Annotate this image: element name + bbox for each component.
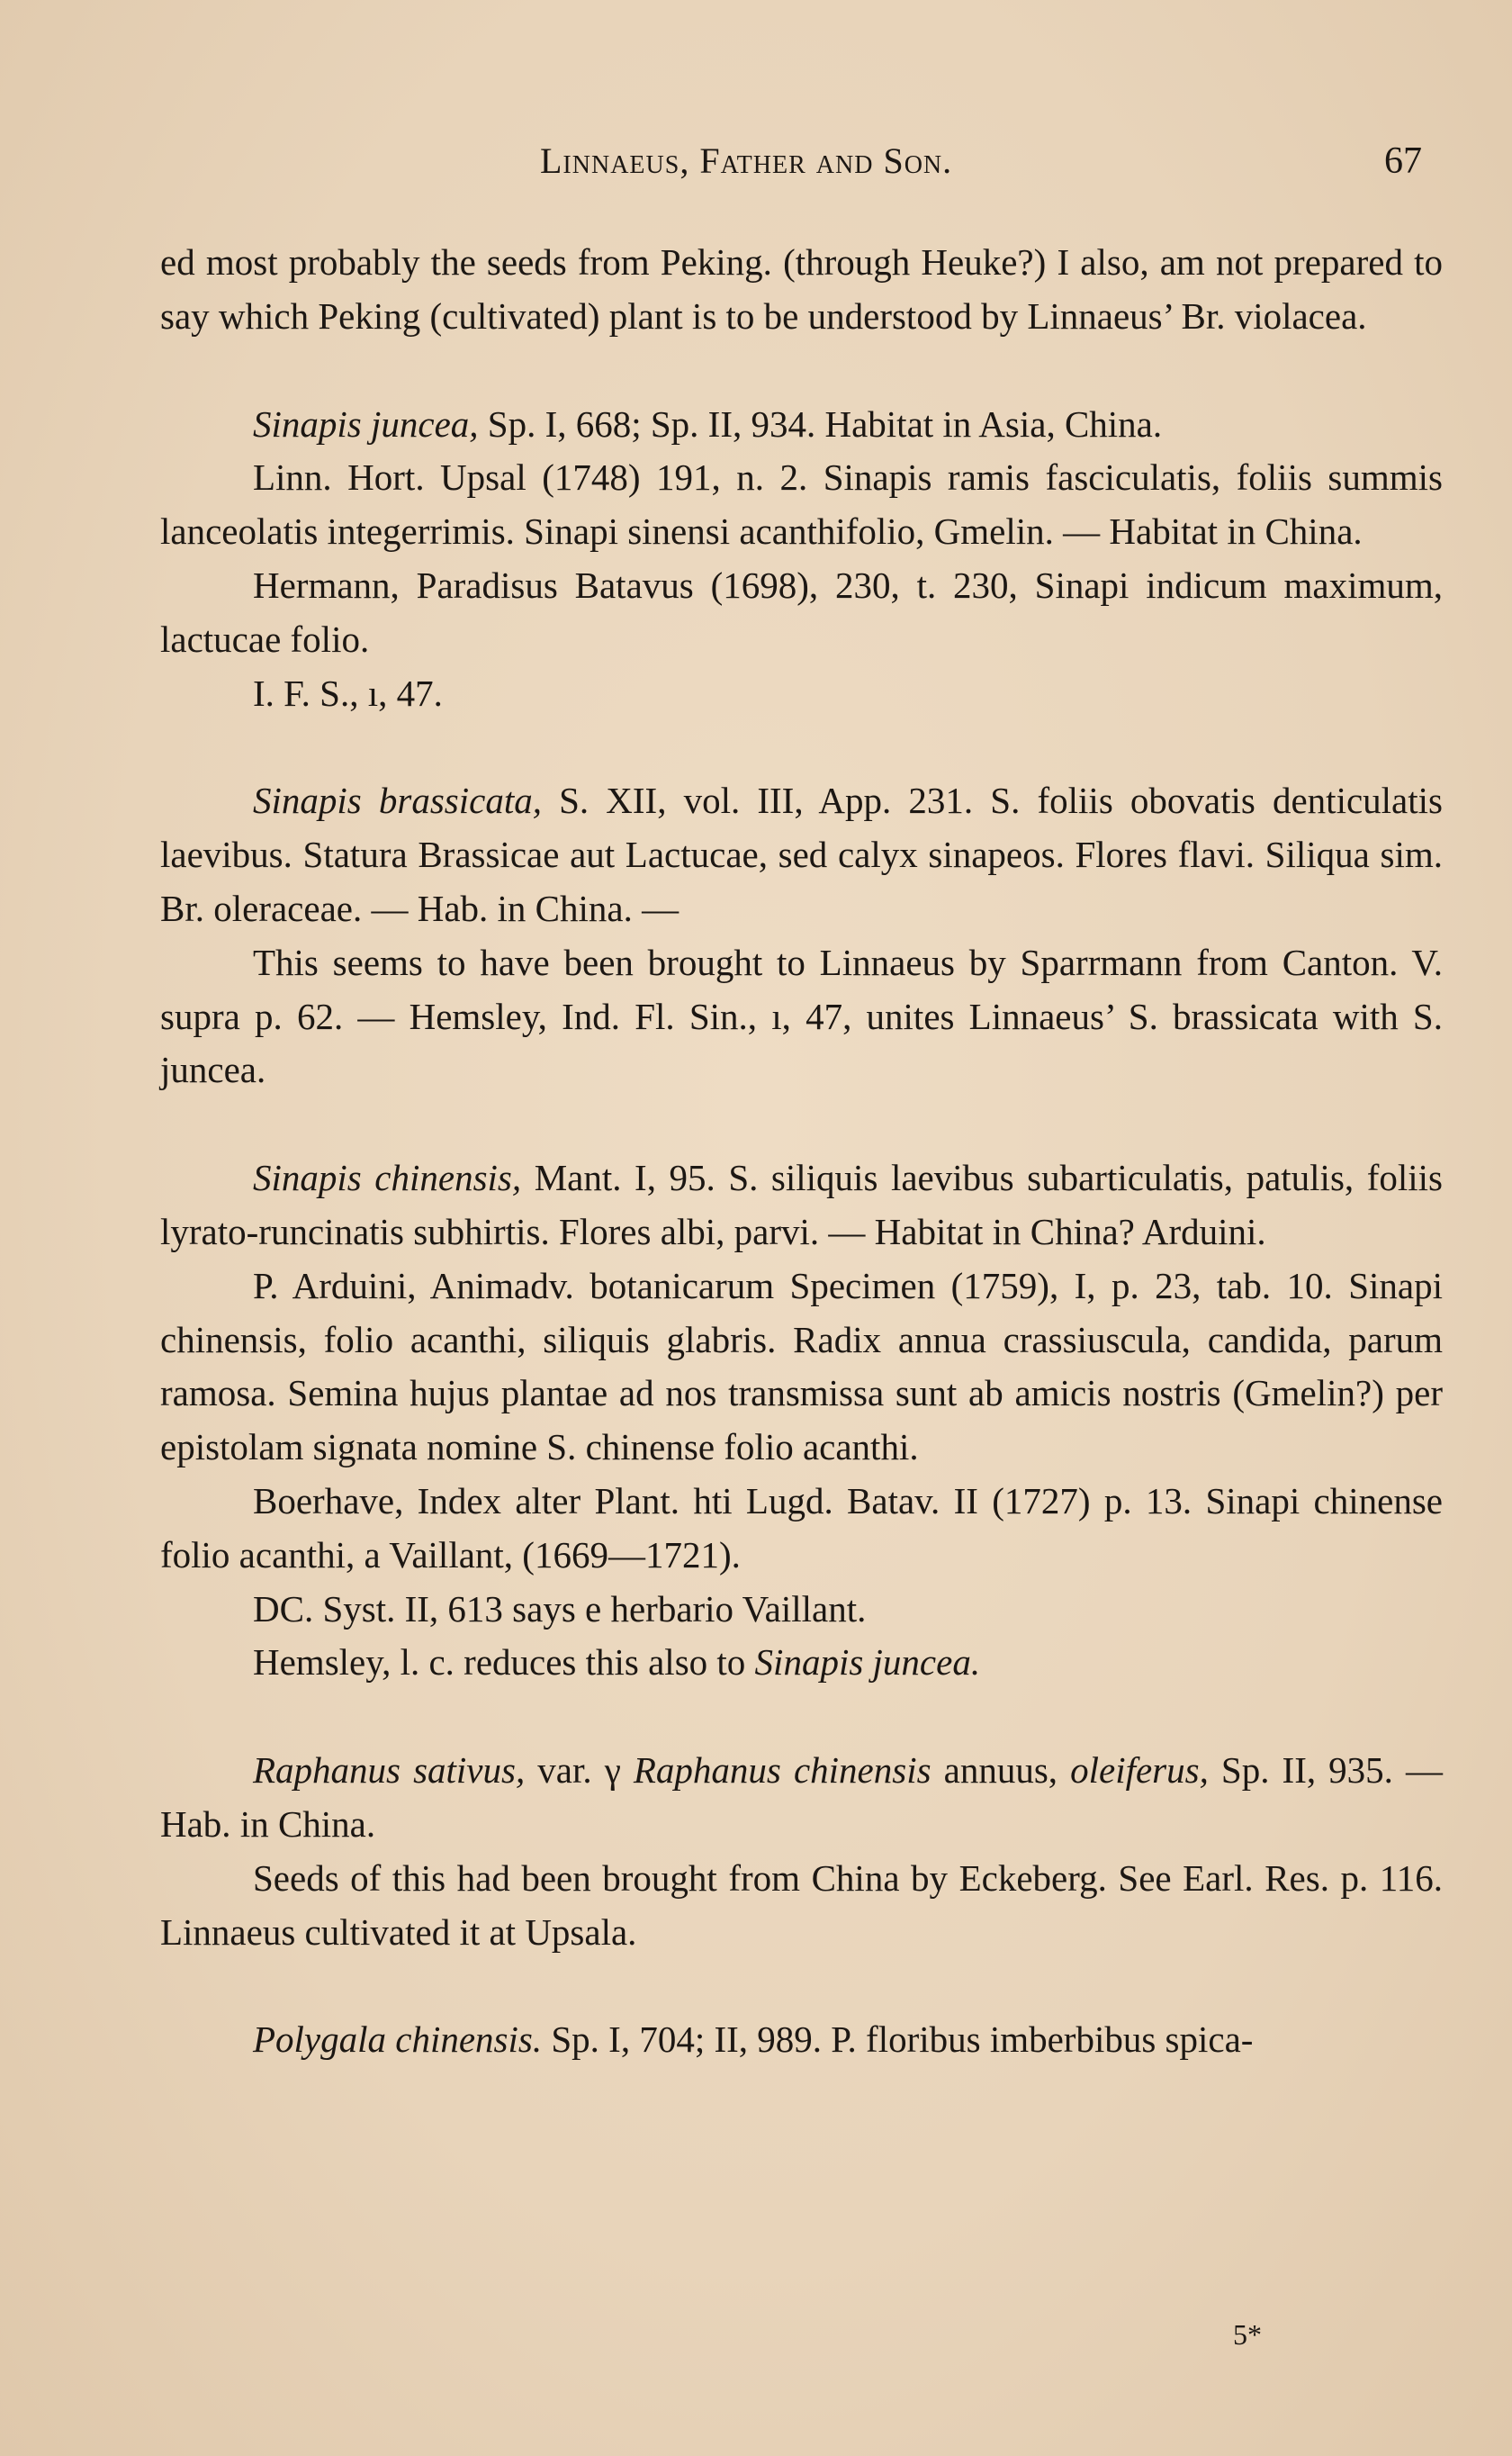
paragraph: Linn. Hort. Upsal (1748) 191, n. 2. Sinapis ramis fasciculatis, foliis summis lanceolatis integerrimis. Sinapi sinensi acanthifolio, Gmelin. — Habitat in China. (160, 456, 1443, 553)
running-title: Linnaeus, Father and Son. (540, 140, 953, 181)
species-name: Sinapis chinensis, (253, 1157, 522, 1199)
paragraph: DC. Syst. II, 613 says e herbario Vaillant. (253, 1587, 867, 1630)
paragraph: Hermann, Paradisus Batavus (1698), 230, t. 230, Sinapi indicum maximum, lactucae folio. (160, 564, 1443, 660)
entry-sinapis-chinensis: Sinapis chinensis, Mant. I, 95. S. siliquis laevibus subarticulatis, patulis, foliis lyrato-runcinatis subhirtis. Flores albi, parvi. — Habitat in China? Arduini. (160, 1157, 1443, 1252)
paragraph: I. F. S., ı, 47. (253, 672, 443, 714)
page-body (160, 236, 1443, 2067)
running-header (0, 140, 1512, 194)
paragraph: P. Arduini, Animadv. botanicarum Specimen (1759), I, p. 23, tab. 10. Sinapi chinensis, folio acanthi, siliquis glabris. Radix annua crassiuscula, candida, parum ramosa. Semina hujus plantae ad nos transmissa sunt ab amicis nostris (Gmelin?) per epistolam signata nomine S. chinense folio acanthi. (160, 1264, 1443, 1468)
paragraph: ed most probably the seeds from Peking. (through Heuke?) I also, am not prepared to say which Peking (cultivated) plant is to be understood by Linnaeus’ Br. violacea. (160, 241, 1443, 337)
page-number: 67 (1384, 140, 1422, 182)
paragraph: Hemsley, l. c. reduces this also to Sinapis juncea. (253, 1641, 981, 1684)
species-name: Raphanus chinensis (633, 1749, 932, 1792)
signature-mark: 5* (1233, 2318, 1262, 2351)
entry-raphanus-sativus: Raphanus sativus, var. γ Raphanus chinensis annuus, oleiferus, Sp. II, 935. — Hab. in China. (160, 1749, 1443, 1845)
species-name: Sinapis brassicata, (253, 780, 542, 822)
paragraph: This seems to have been brought to Linnaeus by Sparrmann from Canton. V. supra p. 62. — Hemsley, Ind. Fl. Sin., ı, 47, unites Linnaeus’ S. brassicata with S. juncea. (160, 941, 1443, 1091)
species-name: Raphanus sativus, (253, 1749, 526, 1792)
entry-polygala-chinensis: Polygala chinensis. Sp. I, 704; II, 989. P. floribus imberbibus spica- (253, 2018, 1254, 2061)
entry-sinapis-juncea: Sinapis juncea, Sp. I, 668; Sp. II, 934. Habitat in Asia, China. (253, 402, 1163, 445)
paragraph: Boerhave, Index alter Plant. hti Lugd. Batav. II (1727) p. 13. Sinapi chinense folio acanthi, a Vaillant, (1669—1721). (160, 1479, 1443, 1576)
species-name: Sinapis juncea, (253, 402, 479, 445)
entry-sinapis-brassicata: Sinapis brassicata, S. XII, vol. III, App. 231. S. foliis obovatis denticulatis laevibus. Statura Brassicae aut Lactucae, sed calyx sinapeos. Flores flavi. Siliqua sim. Br. oleraceae. — Hab. in China. — (160, 780, 1443, 929)
paragraph: Seeds of this had been brought from China by Eckeberg. See Earl. Res. p. 116. Linnaeus cultivated it at Upsala. (160, 1856, 1443, 1953)
species-name: Sinapis juncea. (754, 1641, 981, 1684)
species-name: Polygala chinensis. (253, 2018, 543, 2061)
